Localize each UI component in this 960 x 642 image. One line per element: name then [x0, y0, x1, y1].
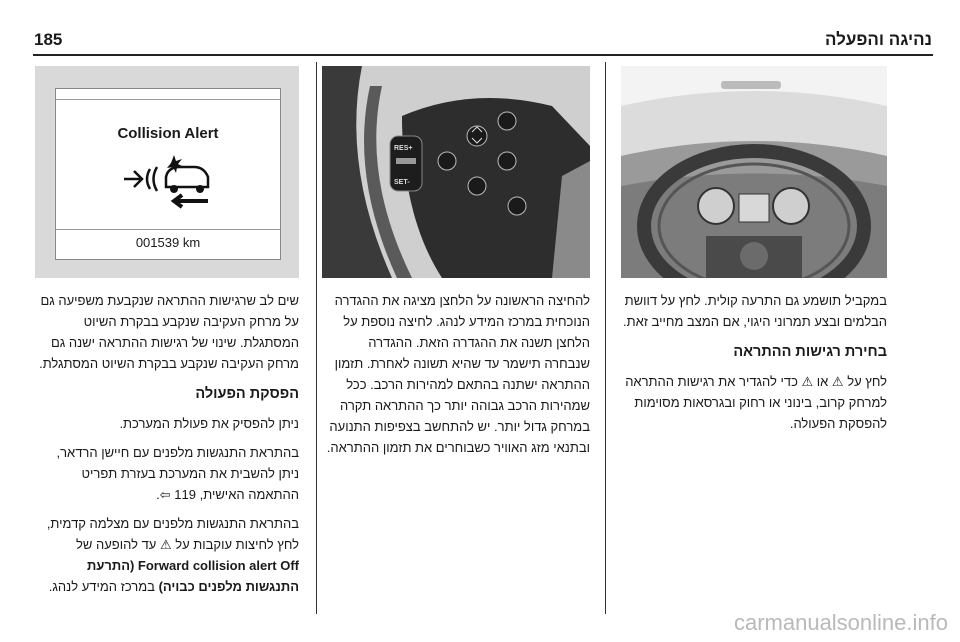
dashboard-photo [621, 66, 887, 278]
header-divider [33, 54, 933, 56]
res-button-label: RES+ [394, 145, 413, 152]
paragraph: בהתראת התנגשות מלפנים עם חיישן הרדאר, ניתן להשבית את המערכת בעזרת תפריט ההתאמה האישית, 119 ⇦. [56, 445, 299, 502]
page-number: 185 [34, 30, 63, 49]
right-column [621, 290, 887, 442]
set-button-label: SET- [394, 179, 410, 186]
info-display [55, 88, 281, 260]
paragraph-text: במרכז המידע לנהג. [48, 579, 155, 594]
display-title: Collision Alert [117, 125, 219, 142]
section-heading: הפסקת הפעולה [195, 386, 299, 402]
middle-column [322, 290, 590, 466]
column-divider [605, 62, 606, 614]
paragraph: ניתן להפסיק את פעולת המערכת. [119, 416, 299, 431]
collision-alert-icon [118, 151, 228, 213]
column-divider [316, 62, 317, 614]
steering-wheel-illustration [322, 66, 590, 278]
watermark: carmanualsonline.info [733, 610, 948, 635]
paragraph [33, 513, 299, 597]
paragraph: שים לב שרגישות ההתראה שנקבעת משפיעה גם על מרחק העקיבה שנקבע בבקרת השיוט המסתגלת. שינוי של רגישות ההתראה ישנה גם מרחק העקיבה שנקבע בבקרת השיוט המסתגלת. [39, 293, 299, 371]
dashboard-illustration [621, 66, 887, 278]
paragraph: במקביל תושמע גם התרעה קולית. לחץ על דוושת הבלמים ובצע תמרוני היגוי, אם המצב מחייב זאת. [623, 293, 887, 329]
section-heading: בחירת רגישות ההתראה [733, 344, 887, 360]
paragraph-text: בהתראת התנגשות מלפנים עם מצלמה קדמית, לחץ לחיצות עוקבות על ⚠ עד להופעה של [46, 516, 299, 552]
chapter-title: נהיגה והפעלה [824, 30, 932, 49]
display-screen-figure [35, 66, 299, 278]
menu-option-name: Forward collision alert Off (התרעת התנגשות מלפנים כבויה) [87, 558, 299, 594]
paragraph: לחץ על ⚠ או ⚠ כדי להגדיר את רגישות ההתראה למרחק קרוב, בינוני או רחוק ובגרסאות מסוימות להפסקת הפעולה. [625, 374, 887, 431]
left-column [33, 290, 299, 605]
steering-wheel-photo [322, 66, 590, 278]
odometer-reading: 001539 km [135, 235, 201, 250]
paragraph: להחיצה הראשונה על הלחצן מציגה את ההגדרה הנוכחית במרכז המידע לנהג. לחיצה נוספת על הלחצן תשנה את ההגדרה הזאת. ההגדרה שנבחרה תישמר עד שהיא תשונה לאחרת. תזמון ההתראה ישתנה בהתאם למהירות הרכב. ככל שמהירות הרכב גבוהה יותר כך ההתראה תקרה במרחק גדול יותר. יש להתחשב בצפיפות התנועה ובתנאי מזג האוויר כשבוחרים את תזמון ההתראה. [326, 293, 590, 455]
